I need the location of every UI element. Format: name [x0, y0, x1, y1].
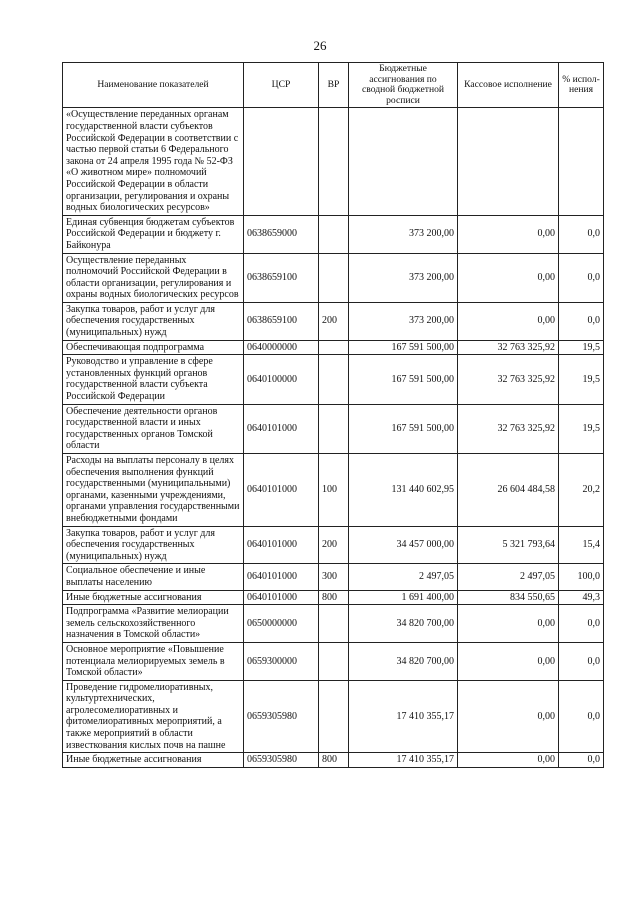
- row-assignments: 373 200,00: [349, 253, 458, 302]
- table-row: [63, 605, 604, 643]
- table-row: [63, 108, 604, 215]
- row-cash-execution: 5 321 793,64: [458, 526, 559, 564]
- row-name: Подпрограмма «Развитие мелиорации земель сельскохозяйственного назначения в Томской области»: [63, 605, 244, 643]
- row-csr: [244, 108, 319, 215]
- row-name: Осуществление переданных полномочий Российской Федерации в области организации, регулирования и охраны водных биологических ресурсов: [63, 253, 244, 302]
- row-csr: 0638659100: [244, 253, 319, 302]
- row-cash-execution: 834 550,65: [458, 590, 559, 605]
- row-csr: 0650000000: [244, 605, 319, 643]
- row-name: Социальное обеспечение и иные выплаты населению: [63, 564, 244, 590]
- row-percent: 0,0: [559, 642, 604, 680]
- row-percent: 19,5: [559, 404, 604, 453]
- row-assignments: 1 691 400,00: [349, 590, 458, 605]
- table-body: [63, 108, 604, 767]
- row-assignments: 131 440 602,95: [349, 454, 458, 527]
- row-assignments: 167 591 500,00: [349, 404, 458, 453]
- row-percent: 20,2: [559, 454, 604, 527]
- table-row: [63, 753, 604, 768]
- row-assignments: [349, 108, 458, 215]
- row-cash-execution: [458, 108, 559, 215]
- row-vr: 300: [319, 564, 349, 590]
- row-vr: 800: [319, 753, 349, 768]
- row-csr: 0640101000: [244, 590, 319, 605]
- row-cash-execution: 0,00: [458, 680, 559, 753]
- row-percent: 0,0: [559, 605, 604, 643]
- row-percent: 19,5: [559, 340, 604, 355]
- table-row: [63, 340, 604, 355]
- table-row: [63, 564, 604, 590]
- row-assignments: 373 200,00: [349, 215, 458, 253]
- table-row: [63, 302, 604, 340]
- table-row: [63, 680, 604, 753]
- row-name: Обеспечивающая подпрограмма: [63, 340, 244, 355]
- row-cash-execution: 32 763 325,92: [458, 340, 559, 355]
- table-row: [63, 355, 604, 404]
- row-vr: [319, 680, 349, 753]
- row-name: Иные бюджетные ассигнования: [63, 590, 244, 605]
- row-csr: 0640100000: [244, 355, 319, 404]
- budget-execution-table: [62, 62, 604, 768]
- table-row: [63, 404, 604, 453]
- row-csr: 0640101000: [244, 564, 319, 590]
- row-vr: [319, 215, 349, 253]
- row-assignments: 17 410 355,17: [349, 680, 458, 753]
- row-name: Закупка товаров, работ и услуг для обеспечения государственных (муниципальных) нужд: [63, 526, 244, 564]
- row-csr: 0659300000: [244, 642, 319, 680]
- row-vr: [319, 404, 349, 453]
- row-cash-execution: 2 497,05: [458, 564, 559, 590]
- page-number: 26: [313, 38, 327, 53]
- header-cash-execution: Кассовое исполнение: [458, 63, 559, 108]
- header-csr: ЦСР: [244, 63, 319, 108]
- table-row: [63, 454, 604, 527]
- row-name: Проведение гидромелиоративных, культуртехнических, агролесомелиоративных и фитомелиоративных мероприятий, а также мероприятий в области известкования кислых почв на пашне: [63, 680, 244, 753]
- row-percent: 100,0: [559, 564, 604, 590]
- row-percent: [559, 108, 604, 215]
- row-csr: 0640101000: [244, 526, 319, 564]
- row-cash-execution: 0,00: [458, 302, 559, 340]
- row-csr: 0640000000: [244, 340, 319, 355]
- row-vr: [319, 108, 349, 215]
- row-name: Единая субвенция бюджетам субъектов Российской Федерации и бюджету г. Байконура: [63, 215, 244, 253]
- row-cash-execution: 26 604 484,58: [458, 454, 559, 527]
- row-assignments: 34 820 700,00: [349, 642, 458, 680]
- row-csr: 0659305980: [244, 680, 319, 753]
- row-percent: 19,5: [559, 355, 604, 404]
- row-vr: [319, 605, 349, 643]
- header-assignments: Бюджетные ассигнования по сводной бюджетной росписи: [349, 63, 458, 108]
- row-vr: [319, 642, 349, 680]
- header-vr: ВР: [319, 63, 349, 108]
- row-cash-execution: 0,00: [458, 642, 559, 680]
- table-row: [63, 253, 604, 302]
- row-percent: 49,3: [559, 590, 604, 605]
- row-assignments: 34 457 000,00: [349, 526, 458, 564]
- table-header-row: [63, 63, 604, 108]
- row-name: Руководство и управление в сфере установленных функций органов государственной власти субъекта Российской Федерации: [63, 355, 244, 404]
- table-row: [63, 590, 604, 605]
- row-vr: 100: [319, 454, 349, 527]
- row-cash-execution: 0,00: [458, 605, 559, 643]
- row-assignments: 17 410 355,17: [349, 753, 458, 768]
- header-percent: % испол-нения: [559, 63, 604, 108]
- row-percent: 0,0: [559, 253, 604, 302]
- table-row: [63, 642, 604, 680]
- row-name: Обеспечение деятельности органов государственной власти и иных государственных органов Томской области: [63, 404, 244, 453]
- row-cash-execution: 0,00: [458, 753, 559, 768]
- row-vr: 200: [319, 526, 349, 564]
- row-cash-execution: 0,00: [458, 253, 559, 302]
- row-cash-execution: 0,00: [458, 215, 559, 253]
- row-percent: 15,4: [559, 526, 604, 564]
- row-name: Расходы на выплаты персоналу в целях обеспечения выполнения функций государственными (муниципальными) органами, казенными учреждениями, органами управления государственными внебюджетными фондами: [63, 454, 244, 527]
- row-name: «Осуществление переданных органам государственной власти субъектов Российской Федерации в соответствии с частью первой статьи 6 Федерального закона от 24 апреля 1995 года № 52-ФЗ «О животном мире» полномочий Российской Федерации в области организации, регулирования и охраны водных биологических ресурсов»: [63, 108, 244, 215]
- row-percent: 0,0: [559, 680, 604, 753]
- row-assignments: 2 497,05: [349, 564, 458, 590]
- row-csr: 0640101000: [244, 404, 319, 453]
- row-assignments: 167 591 500,00: [349, 355, 458, 404]
- row-percent: 0,0: [559, 215, 604, 253]
- row-percent: 0,0: [559, 753, 604, 768]
- row-name: Иные бюджетные ассигнования: [63, 753, 244, 768]
- table-row: [63, 526, 604, 564]
- row-name: Закупка товаров, работ и услуг для обеспечения государственных (муниципальных) нужд: [63, 302, 244, 340]
- row-vr: 200: [319, 302, 349, 340]
- row-vr: [319, 340, 349, 355]
- row-assignments: 167 591 500,00: [349, 340, 458, 355]
- row-csr: 0638659100: [244, 302, 319, 340]
- row-vr: [319, 253, 349, 302]
- row-csr: 0640101000: [244, 454, 319, 527]
- row-assignments: 34 820 700,00: [349, 605, 458, 643]
- row-assignments: 373 200,00: [349, 302, 458, 340]
- row-csr: 0659305980: [244, 753, 319, 768]
- row-vr: 800: [319, 590, 349, 605]
- row-vr: [319, 355, 349, 404]
- row-percent: 0,0: [559, 302, 604, 340]
- table-row: [63, 215, 604, 253]
- row-cash-execution: 32 763 325,92: [458, 355, 559, 404]
- row-cash-execution: 32 763 325,92: [458, 404, 559, 453]
- row-csr: 0638659000: [244, 215, 319, 253]
- header-name: Наименование показателей: [63, 63, 244, 108]
- row-name: Основное мероприятие «Повышение потенциала мелиорируемых земель в Томской области»: [63, 642, 244, 680]
